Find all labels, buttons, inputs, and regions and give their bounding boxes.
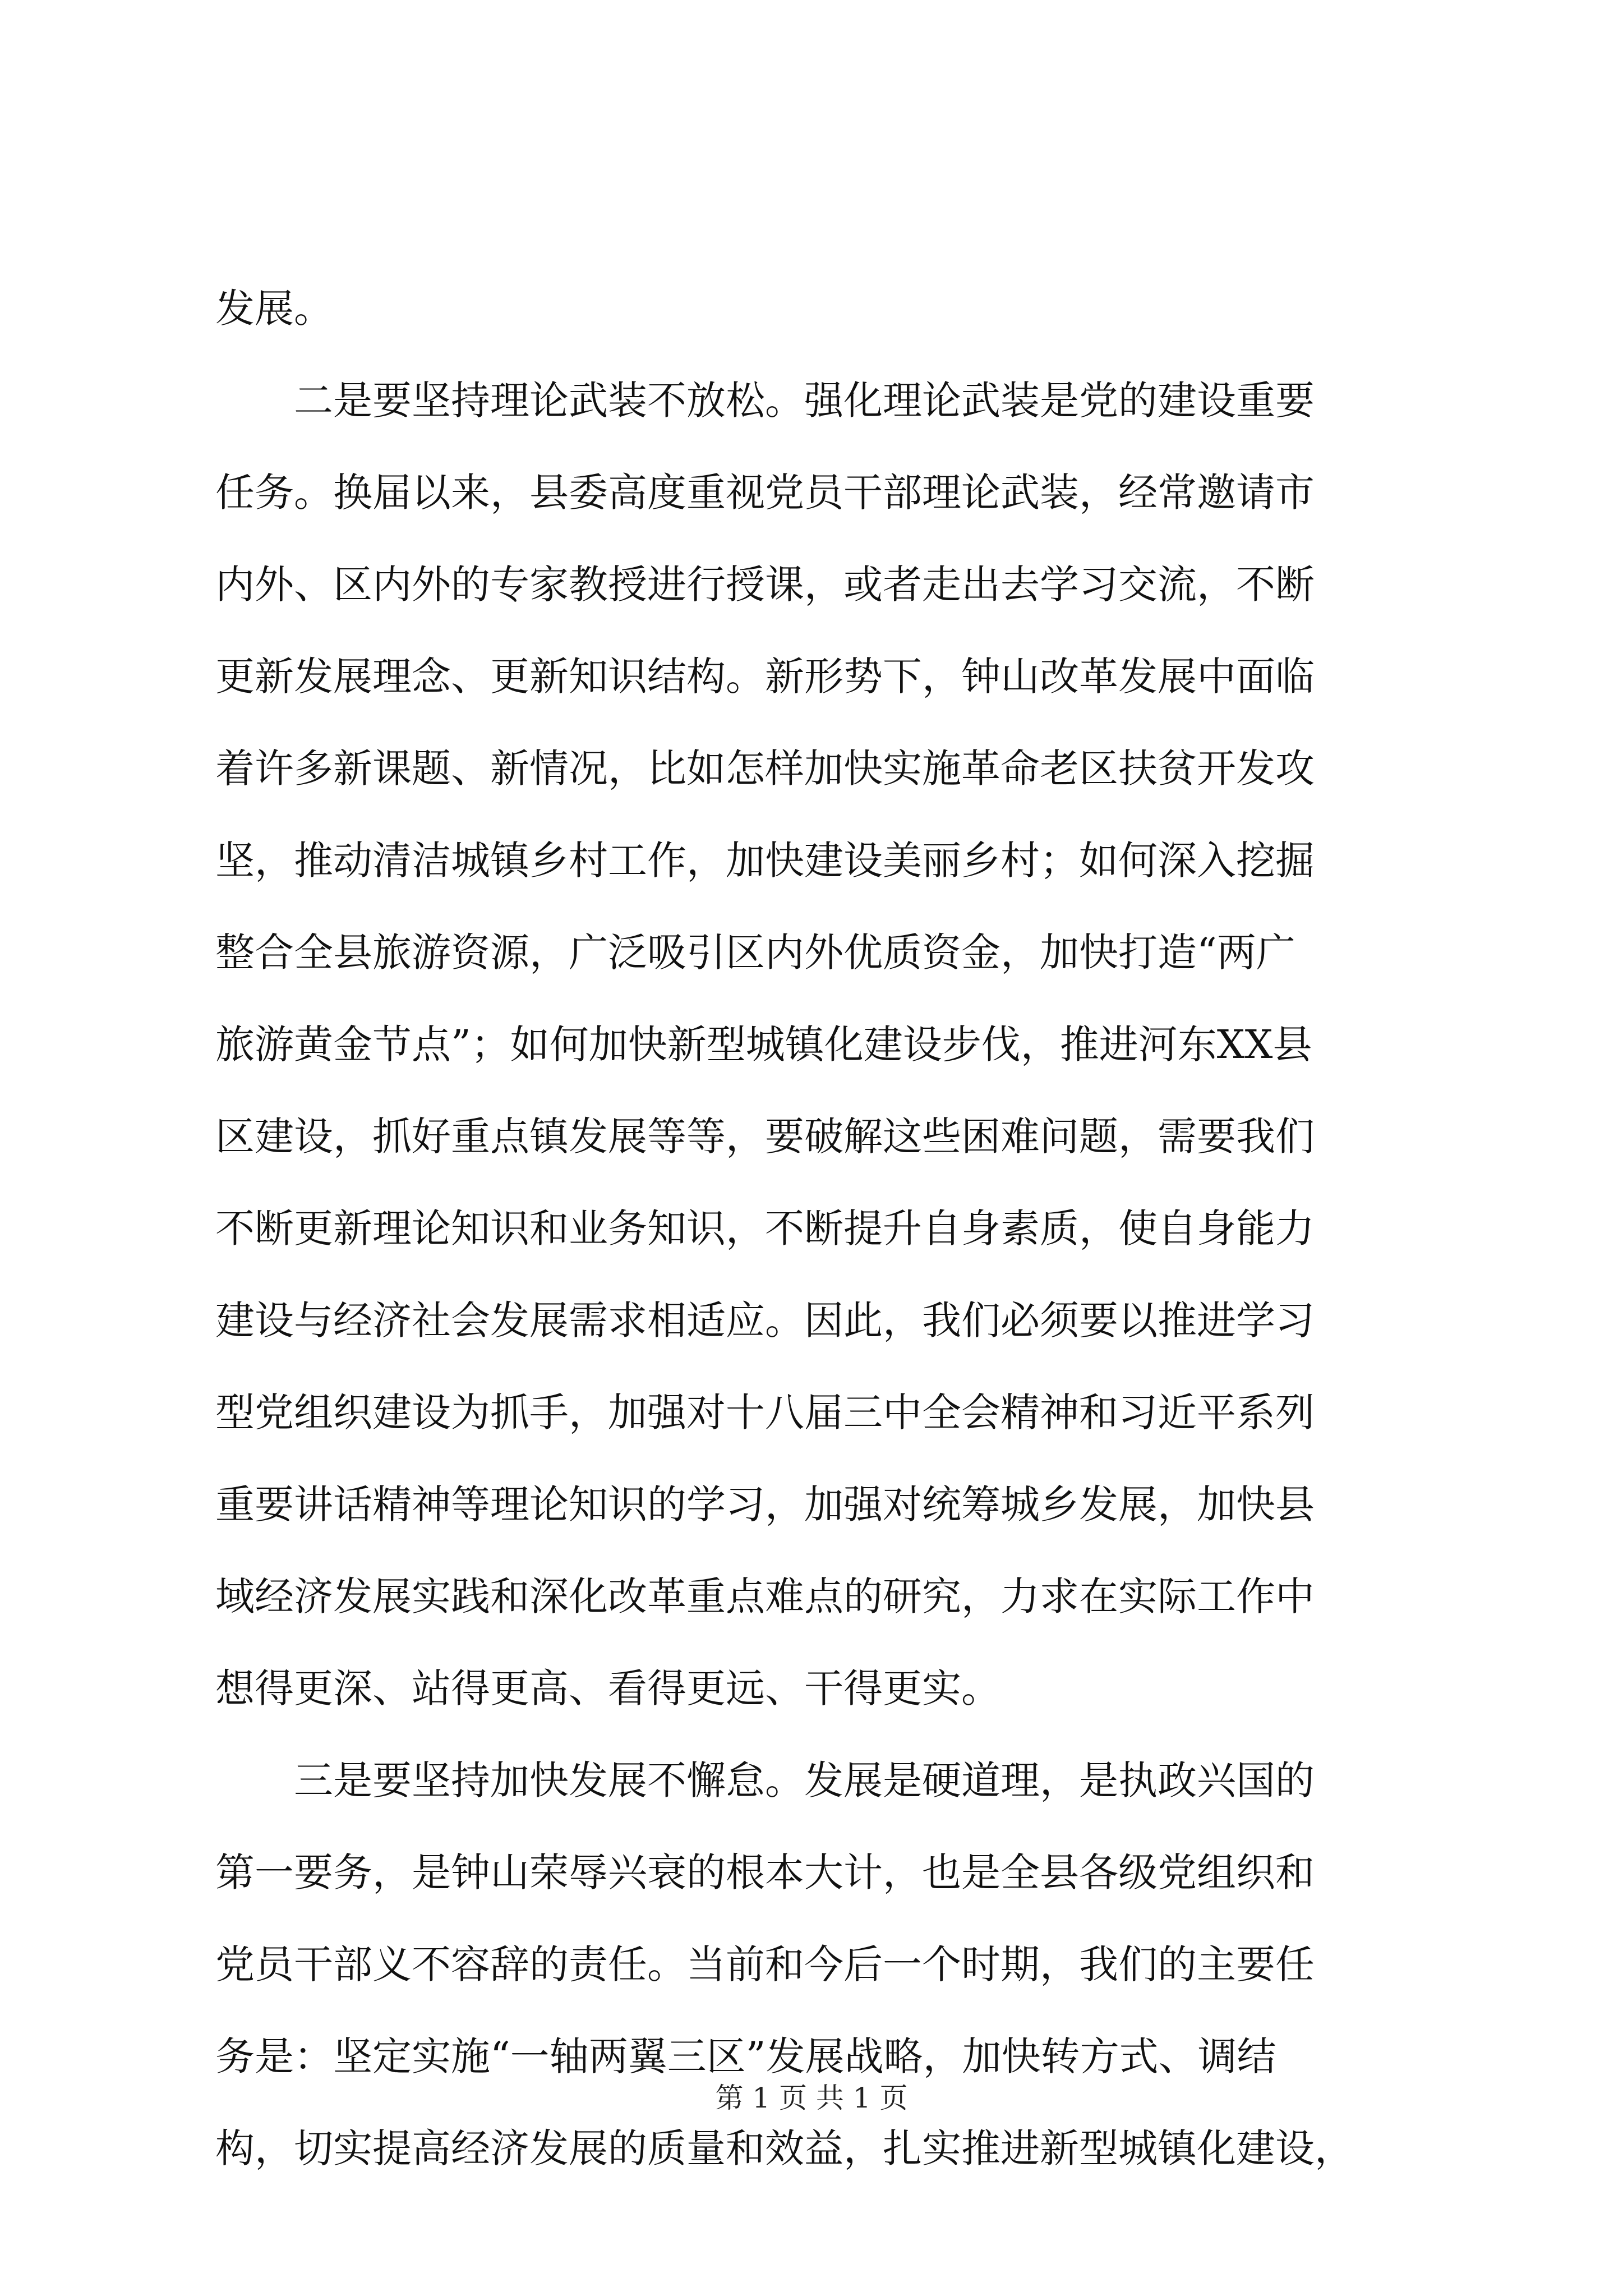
text-line: 构，切实提高经济发展的质量和效益，扎实推进新型城镇化建设， bbox=[215, 2125, 1354, 2171]
text-line: 党员干部义不容辞的责任。当前和今后一个时期，我们的主要任 bbox=[215, 1941, 1315, 1987]
document-body bbox=[215, 263, 1410, 2194]
text-line: 三是要坚持加快发展不懈怠。发展是硬道理，是执政兴国的 bbox=[294, 1757, 1315, 1803]
text-line: 旅游黄金节点”；如何加快新型城镇化建设步伐，推进河东XX县 bbox=[215, 1022, 1312, 1068]
page-number-footer: 第 1 页 共 1 页 bbox=[715, 2082, 908, 2114]
text-line: 发展。 bbox=[215, 286, 333, 332]
text-line: 建设与经济社会发展需求相适应。因此，我们必须要以推进学习 bbox=[215, 1297, 1315, 1343]
text-line: 区建设，抓好重点镇发展等等，要破解这些困难问题，需要我们 bbox=[215, 1114, 1315, 1159]
text-line: 不断更新理论知识和业务知识，不断提升自身素质，使自身能力 bbox=[215, 1205, 1315, 1251]
text-line: 内外、区内外的专家教授进行授课，或者走出去学习交流，不断 bbox=[215, 562, 1315, 608]
text-line: 第一要务，是钟山荣辱兴衰的根本大计，也是全县各级党组织和 bbox=[215, 1849, 1315, 1895]
text-line: 二是要坚持理论武装不放松。强化理论武装是党的建设重要 bbox=[294, 378, 1315, 424]
text-line: 着许多新课题、新情况，比如怎样加快实施革命老区扶贫开发攻 bbox=[215, 746, 1315, 792]
text-line: 务是：坚定实施“一轴两翼三区”发展战略，加快转方式、调结 bbox=[215, 2033, 1276, 2079]
text-line: 域经济发展实践和深化改革重点难点的研究，力求在实际工作中 bbox=[215, 1573, 1315, 1619]
text-line: 重要讲话精神等理论知识的学习，加强对统筹城乡发展，加快县 bbox=[215, 1481, 1315, 1527]
text-line: 更新发展理念、更新知识结构。新形势下，钟山改革发展中面临 bbox=[215, 654, 1315, 700]
text-line: 型党组织建设为抓手，加强对十八届三中全会精神和习近平系列 bbox=[215, 1389, 1315, 1435]
text-line: 坚，推动清洁城镇乡村工作，加快建设美丽乡村；如何深入挖掘 bbox=[215, 838, 1315, 884]
text-line: 整合全县旅游资源，广泛吸引区内外优质资金，加快打造“两广 bbox=[215, 930, 1295, 976]
text-line: 任务。换届以来，县委高度重视党员干部理论武装，经常邀请市 bbox=[215, 470, 1315, 516]
text-line: 想得更深、站得更高、看得更远、干得更实。 bbox=[215, 1665, 1000, 1711]
